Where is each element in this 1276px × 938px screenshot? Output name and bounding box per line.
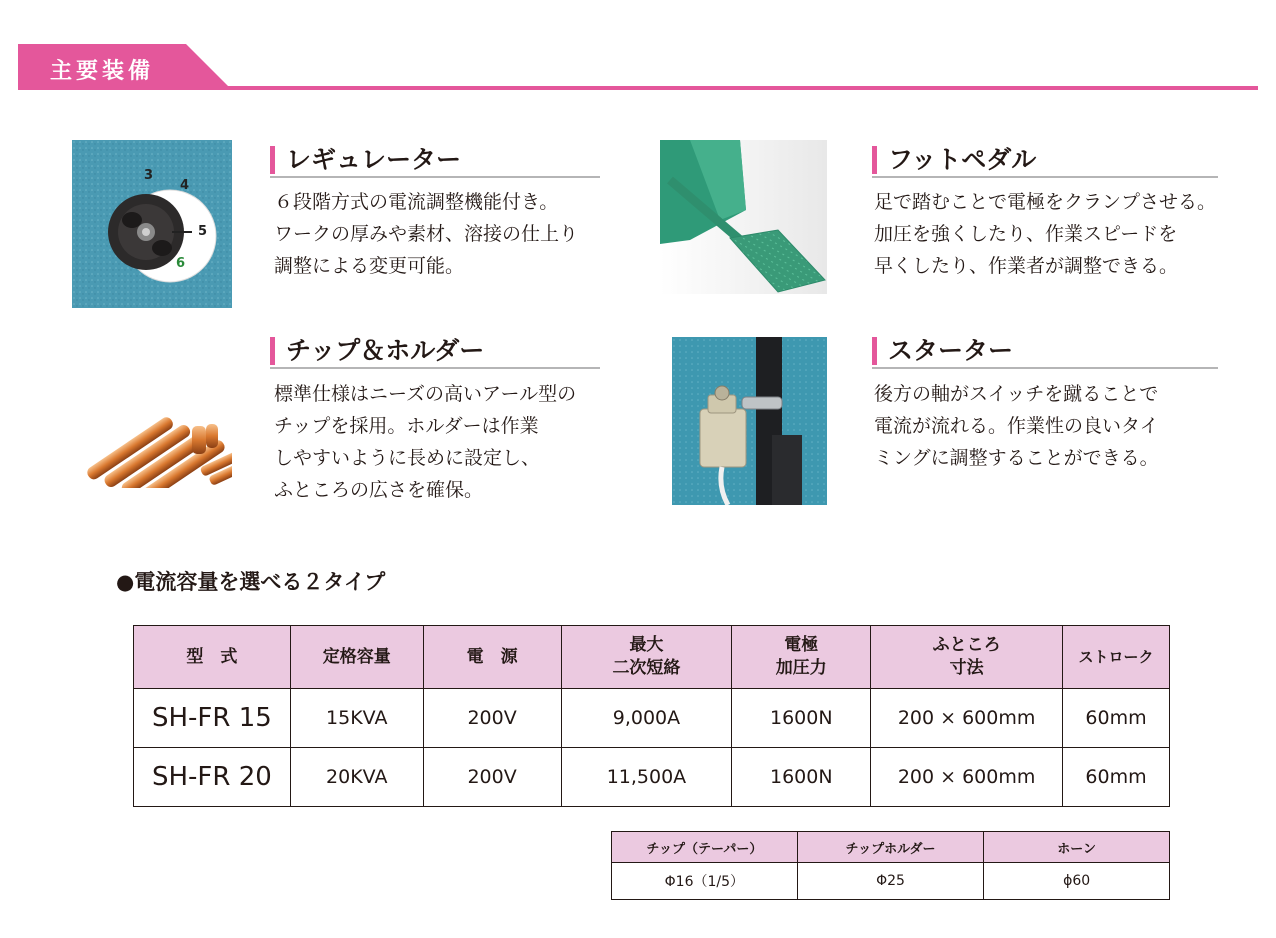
starter-description: 後方の軸がスイッチを蹴ることで 電流が流れる。作業性の良いタイ ミングに調整することができる。: [874, 383, 1159, 469]
col-header-stroke: ストローク: [1063, 626, 1170, 689]
starter-title: スターター: [888, 336, 1014, 365]
header-rule: [18, 86, 1258, 90]
dial-number-5: 5: [198, 224, 208, 239]
col-header-capacity: 定格容量: [290, 626, 423, 689]
cell-stroke: 60mm: [1063, 689, 1170, 748]
cell-power: 200V: [423, 689, 561, 748]
heading-accent-bar: [872, 146, 877, 174]
col-header-tip: チップ（テーパー）: [612, 832, 798, 863]
cell-capacity: 20KVA: [290, 748, 423, 807]
heading-accent-bar: [872, 337, 877, 365]
foot-pedal-description: 足で踏むことで電極をクランプさせる。 加圧を強くしたり、作業スピードを 早くしたり、作業者が調整できる。: [874, 191, 1217, 277]
tips-holder-title: チップ＆ホルダー: [286, 336, 485, 365]
heading-accent-bar: [270, 146, 275, 174]
cell-horn: ϕ60: [984, 863, 1170, 900]
page-title: 主要装備: [50, 59, 155, 84]
cell-power: 200V: [423, 748, 561, 807]
foot-pedal-title: フットペダル: [888, 145, 1037, 174]
dial-number-3: 3: [144, 168, 154, 183]
regulator-description: ６段階方式の電流調整機能付き。 ワークの厚みや素材、溶接の仕上り 調整による変更可能。: [274, 191, 579, 277]
regulator-photo: [72, 140, 232, 308]
foot-pedal-photo: [660, 140, 827, 294]
col-header-model: 型 式: [134, 626, 291, 689]
cell-short-circuit: 9,000A: [561, 689, 732, 748]
cell-model: SH-FR 20: [134, 748, 291, 807]
section-heading: ●電流容量を選べる２タイプ: [116, 570, 386, 594]
foot-pedal-heading: [872, 144, 1218, 178]
accessory-header-row: [612, 832, 1170, 863]
dial-number-4: 4: [180, 178, 190, 193]
cell-pressure: 1600N: [732, 748, 871, 807]
starter-heading: [872, 335, 1218, 369]
spec-table-header-row: [134, 626, 1170, 689]
cell-model: SH-FR 15: [134, 689, 291, 748]
accessory-table: [611, 831, 1170, 900]
col-header-tip-holder: チップホルダー: [797, 832, 984, 863]
dial-number-6: 6: [176, 256, 186, 271]
spec-table: [133, 625, 1170, 807]
cell-capacity: 15KVA: [290, 689, 423, 748]
tips-holder-heading: [270, 335, 600, 369]
col-header-throat: ふところ 寸法: [871, 626, 1063, 689]
col-header-short-circuit: 最大 二次短絡: [561, 626, 732, 689]
cell-throat: 200 × 600mm: [871, 689, 1063, 748]
cell-stroke: 60mm: [1063, 748, 1170, 807]
starter-photo: [672, 337, 827, 505]
col-header-pressure: 電極 加圧力: [732, 626, 871, 689]
tips-holder-description: 標準仕様はニーズの高いアール型の チップを採用。ホルダーは作業 しやすいように長めに設定し、 ふところの広さを確保。: [274, 383, 577, 501]
cell-tip: Φ16（1/5）: [612, 863, 798, 900]
cell-short-circuit: 11,500A: [561, 748, 732, 807]
table-row: [134, 748, 1170, 807]
cell-throat: 200 × 600mm: [871, 748, 1063, 807]
table-row: [134, 689, 1170, 748]
regulator-title: レギュレーター: [286, 145, 462, 174]
cell-tip-holder: Φ25: [797, 863, 984, 900]
col-header-horn: ホーン: [984, 832, 1170, 863]
heading-accent-bar: [270, 337, 275, 365]
regulator-heading: [270, 144, 600, 178]
tips-holder-photo: [72, 384, 232, 488]
col-header-power: 電 源: [423, 626, 561, 689]
table-row: [612, 863, 1170, 900]
cell-pressure: 1600N: [732, 689, 871, 748]
